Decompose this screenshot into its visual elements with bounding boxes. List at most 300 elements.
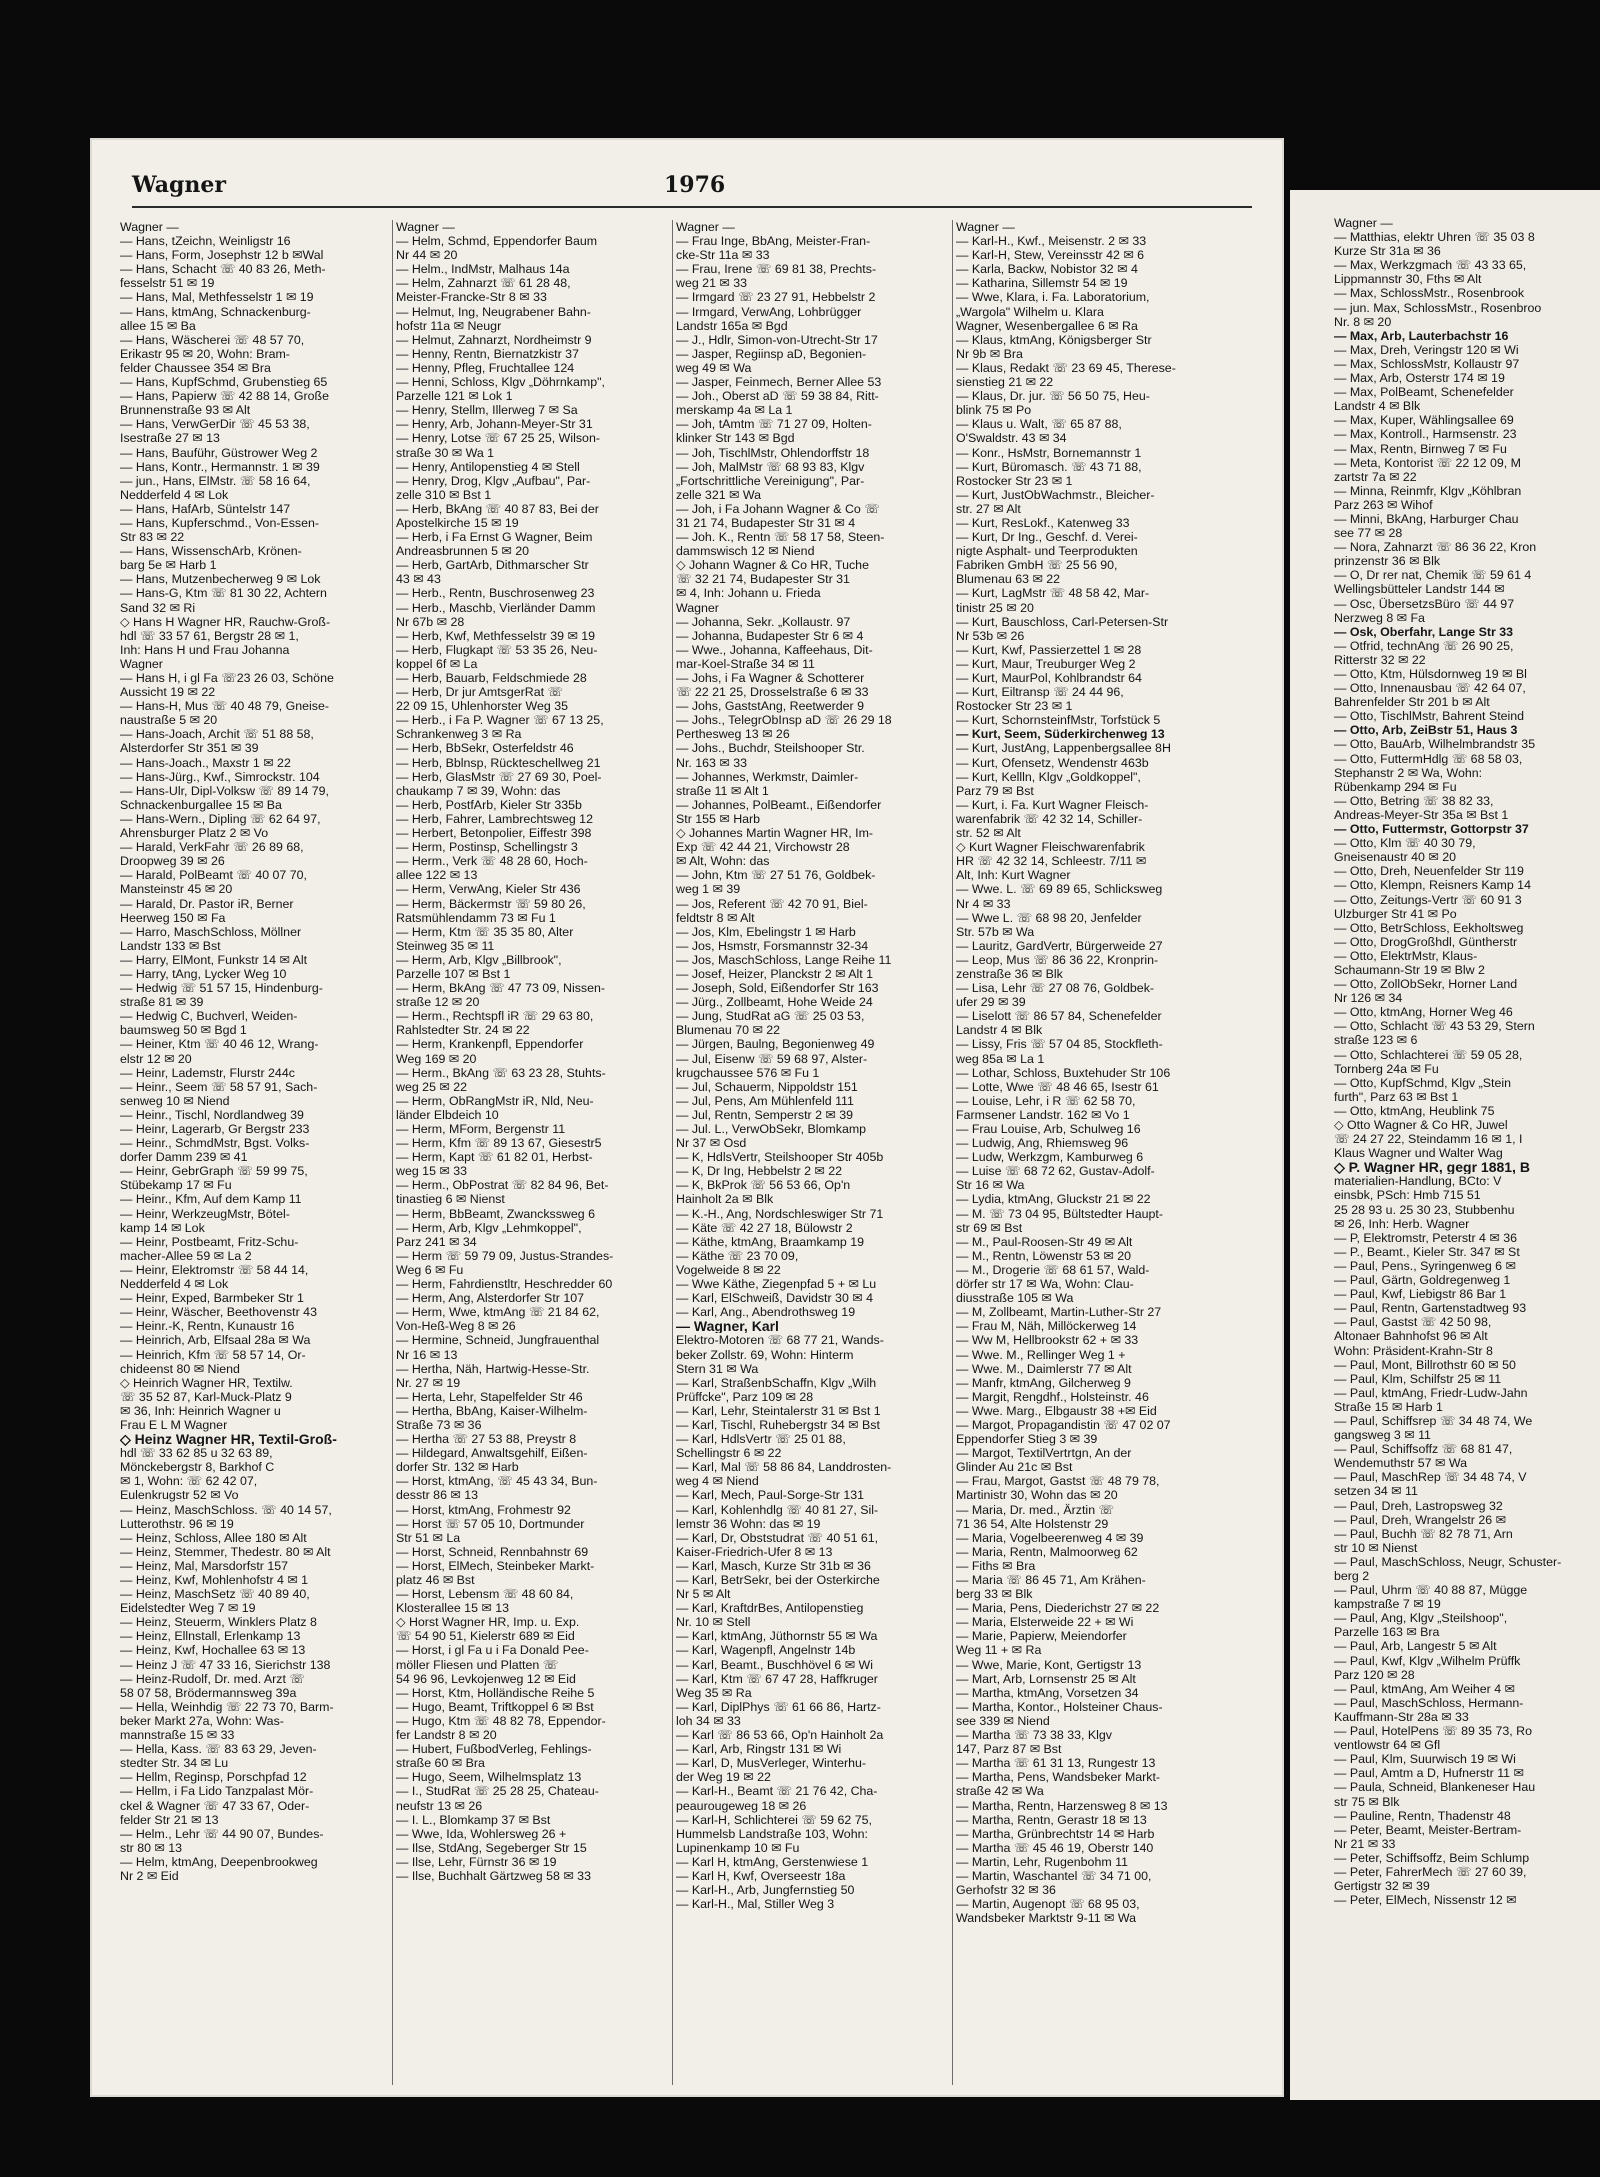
- directory-entry: ✉ 26, Inh: Herb. Wagner: [1334, 1216, 1470, 1231]
- directory-entry: Stern 31 ✉ Wa: [676, 1361, 759, 1376]
- directory-entry: — Otto, TischlMstr, Bahrent Steind: [1334, 709, 1525, 724]
- directory-entry: — Wwe. Marg., Elbgaustr 38 +✉ Eid: [956, 1403, 1157, 1418]
- directory-entry: — Johs, GaststAng, Reetwerder 9: [676, 699, 865, 714]
- directory-entry: — Hugo, Beamt, Triftkoppel 6 ✉ Bst: [396, 1699, 594, 1714]
- directory-entry: Steinweg 35 ✉ 11: [396, 938, 495, 953]
- running-head-name: Wagner: [132, 172, 227, 198]
- directory-entry: chideenst 80 ✉ Niend: [120, 1361, 240, 1376]
- directory-entry: — Lisa, Lehr ☏ 27 08 76, Goldbek-: [956, 981, 1155, 996]
- directory-entry: — Otto, Innenausbau ☏ 42 64 07,: [1334, 681, 1526, 696]
- directory-entry: — Paul, Gärtn, Goldregenweg 1: [1334, 1273, 1511, 1288]
- directory-entry: Nr 126 ✉ 34: [1334, 991, 1403, 1006]
- directory-entry: — Karl-H., Beamt ☏ 21 76 42, Cha-: [676, 1784, 878, 1799]
- directory-entry: — Hans, VerwGerDir ☏ 45 53 38,: [120, 417, 310, 432]
- directory-entry: — Karl, DiplPhys ☏ 61 66 86, Hartz-: [676, 1699, 881, 1714]
- directory-entry: Bahrenfelder Str 201 b ✉ Alt: [1334, 695, 1490, 710]
- directory-entry: — Herb., i Fa P. Wagner ☏ 67 13 25,: [396, 713, 604, 728]
- directory-entry: Tornberg 24a ✉ Fu: [1334, 1061, 1439, 1076]
- directory-entry: — Paul, ktmAng, Friedr-Ludw-Jahn: [1334, 1385, 1528, 1400]
- directory-entry: — Harry, tAng, Lycker Weg 10: [120, 966, 287, 981]
- directory-entry: — Henry, Stellm, Illerweg 7 ✉ Sa: [396, 403, 578, 418]
- directory-entry: ◇ Hans H Wagner HR, Rauchw-Groß-: [120, 614, 331, 629]
- directory-entry: hdl ☏ 33 62 85 u 32 63 89,: [120, 1446, 273, 1461]
- directory-entry: einsbk, PSch: Hmb 715 51: [1334, 1188, 1481, 1203]
- directory-entry: — Ludwig, Ang, Rhiemsweg 96: [956, 1136, 1129, 1151]
- directory-entry: — Heinz, Kwf, Mohlenhofstr 4 ✉ 1: [120, 1573, 309, 1587]
- directory-entry: — Herb, BbSekr, Osterfeldstr 46: [396, 741, 574, 756]
- directory-entry: zelle 321 ✉ Wa: [676, 487, 761, 502]
- directory-entry: — Hans-G, Ktm ☏ 81 30 22, Achtern: [120, 586, 327, 601]
- directory-entry: — Käthe ☏ 23 70 09,: [676, 1248, 799, 1263]
- directory-entry: — Heinz, MaschSchloss. ☏ 40 14 57,: [120, 1502, 332, 1517]
- directory-entry: — Wwe, Ida, Wohlersweg 26 +: [396, 1826, 567, 1841]
- directory-entry: — Herm, Kapt ☏ 61 82 01, Herbst-: [396, 1150, 593, 1165]
- directory-entry: „Wargola" Wilhelm u. Klara: [956, 304, 1104, 319]
- directory-entry: — Herm, Ang, Alsterdorfer Str 107: [396, 1291, 585, 1306]
- directory-entry: — Horst ☏ 57 05 10, Dortmunder: [396, 1516, 585, 1531]
- directory-entry: Blumenau 63 ✉ 22: [956, 572, 1061, 587]
- directory-entry: — Liselott ☏ 86 57 84, Schenefelder: [956, 1009, 1162, 1024]
- directory-entry: — Herbert, Betonpolier, Eiffestr 398: [396, 826, 592, 841]
- directory-entry: — Heinz, Stemmer, Thedestr. 80 ✉ Alt: [120, 1544, 331, 1559]
- directory-entry: Schellingstr 6 ✉ 22: [676, 1446, 782, 1461]
- directory-entry: — Harro, MaschSchloss, Möllner: [120, 924, 302, 939]
- directory-entry: — Kurt, LagMstr ☏ 48 58 42, Mar-: [956, 586, 1150, 601]
- directory-entry: — Henry, Lotse ☏ 67 25 25, Wilson-: [396, 431, 600, 446]
- directory-entry: weg 1 ✉ 39: [676, 882, 741, 897]
- listing-column-4: [956, 220, 1228, 2085]
- directory-entry: — Otto, Schlachterei ☏ 59 05 28,: [1334, 1047, 1523, 1062]
- directory-entry: Kauffmann-Str 28a ✉ 33: [1334, 1709, 1469, 1724]
- directory-entry: Nedderfeld 4 ✉ Lok: [120, 1277, 229, 1292]
- directory-entry: — Minni, BkAng, Harburger Chau: [1334, 511, 1519, 526]
- column-rule: [392, 220, 393, 2085]
- directory-entry: prinzenstr 36 ✉ Blk: [1334, 554, 1441, 569]
- directory-entry: — Horst, i gl Fa u i Fa Donald Pee-: [396, 1643, 589, 1658]
- directory-entry: — Helm, Schmd, Eppendorfer Baum: [396, 234, 598, 249]
- column-rule: [672, 220, 673, 2085]
- directory-entry: — Marie, Papierw, Meiendorfer: [956, 1629, 1127, 1644]
- directory-entry: str. 52 ✉ Alt: [956, 826, 1021, 841]
- directory-entry: Lippmannstr 30, Fths ✉ Alt: [1334, 272, 1482, 287]
- running-header: [132, 166, 1252, 208]
- directory-entry: dörfer str 17 ✉ Wa, Wohn: Clau-: [956, 1277, 1134, 1292]
- directory-entry: allee 122 ✉ 13: [396, 868, 478, 883]
- directory-entry: — Margot, TextilVertrtgn, An der: [956, 1446, 1132, 1461]
- directory-entry: — Heinrich, Kfm ☏ 58 57 14, Or-: [120, 1347, 306, 1362]
- directory-entry: felder Str 21 ✉ 13: [120, 1812, 219, 1827]
- directory-entry: — Hans-H, Mus ☏ 40 48 79, Gneise-: [120, 699, 330, 714]
- directory-entry: Nr 4 ✉ 33: [956, 896, 1011, 911]
- directory-entry: — P., Beamt., Kieler Str. 347 ✉ St: [1334, 1244, 1520, 1259]
- directory-entry: — Klaus, ktmAng, Königsberger Str: [956, 332, 1152, 347]
- directory-entry: dorfer Damm 239 ✉ 41: [120, 1150, 248, 1165]
- directory-entry: — Martha, Grünbrechtstr 14 ✉ Harb: [956, 1826, 1155, 1841]
- directory-entry: — Hans, HafArb, Süntelstr 147: [120, 501, 291, 516]
- directory-entry: Nr. 10 ✉ Stell: [676, 1615, 751, 1630]
- directory-entry: — Otto, FuttermHdlg ☏ 68 58 03,: [1334, 751, 1523, 766]
- directory-entry: — Hans, ktmAng, Schnackenburg-: [120, 304, 311, 319]
- directory-entry: — Joh, TischlMstr, Ohlendorffstr 18: [676, 445, 870, 460]
- directory-entry: — Katharina, Sillemstr 54 ✉ 19: [956, 276, 1128, 291]
- directory-entry: merskamp 4a ✉ La 1: [676, 403, 793, 418]
- directory-entry: — Henry, Arb, Johann-Meyer-Str 31: [396, 417, 593, 432]
- directory-entry: Stephanstr 2 ✉ Wa, Wohn:: [1334, 765, 1483, 780]
- directory-entry: — Karl, D, MusVerleger, Winterhu-: [676, 1756, 867, 1771]
- directory-entry: Weg 169 ✉ 20: [396, 1051, 477, 1066]
- directory-entry: — Jasper, Feinmech, Berner Allee 53: [676, 375, 882, 390]
- directory-entry: — Herm, Wwe, ktmAng ☏ 21 84 62,: [396, 1305, 600, 1320]
- directory-entry: — Konr., HsMstr, Bornemannstr 1: [956, 445, 1142, 460]
- directory-entry: zelle 310 ✉ Bst 1: [396, 487, 492, 502]
- directory-entry: — Wwe. L. ☏ 69 89 65, Schlicksweg: [956, 882, 1163, 897]
- directory-entry: — Ludw, Werkzgm, Kamburweg 6: [956, 1150, 1144, 1165]
- directory-entry: weg 21 ✉ 33: [676, 276, 748, 291]
- directory-entry: Fabriken GmbH ☏ 25 56 90,: [956, 558, 1118, 573]
- directory-entry: 22 09 15, Uhlenhorster Weg 35: [396, 699, 568, 714]
- directory-entry: — Heinr., Tischl, Nordlandweg 39: [120, 1107, 304, 1122]
- directory-entry: — Martin, Augenopt ☏ 68 95 03,: [956, 1897, 1140, 1912]
- directory-entry: — Mart, Arb, Lornsenstr 25 ✉ Alt: [956, 1671, 1136, 1686]
- directory-entry: — Jul, Pens, Am Mühlenfeld 111: [676, 1093, 854, 1108]
- directory-entry: — Lauritz, GardVertr, Bürgerweide 27: [956, 938, 1163, 953]
- directory-entry: — Horst, ElMech, Steinbeker Markt-: [396, 1558, 595, 1573]
- directory-entry: — Martha, Pens, Wandsbeker Markt-: [956, 1770, 1161, 1785]
- directory-entry: — Heinrich, Arb, Elfsaal 28a ✉ Wa: [120, 1333, 311, 1348]
- directory-entry: Sand 32 ✉ Ri: [120, 600, 196, 615]
- directory-entry: — Joh, i Fa Johann Wagner & Co ☏: [676, 501, 880, 516]
- directory-entry: — Maria, Vogelbeerenweg 4 ✉ 39: [956, 1530, 1144, 1545]
- directory-entry: — Ilse, StdAng, Segeberger Str 15: [396, 1840, 587, 1855]
- directory-entry: — Martha, Rentn, Harzensweg 8 ✉ 13: [956, 1798, 1168, 1813]
- directory-entry: — Kurt, Dr Ing., Geschf. d. Verei-: [956, 530, 1138, 545]
- directory-entry: Nedderfeld 4 ✉ Lok: [120, 487, 229, 502]
- directory-entry: mannstraße 15 ✉ 33: [120, 1728, 235, 1743]
- directory-entry: — Irmgard, VerwAng, Lohbrügger: [676, 304, 862, 319]
- directory-entry: — Horst, ktmAng, ☏ 45 43 34, Bun-: [396, 1474, 598, 1489]
- directory-entry: — Karl, Kohlenhdlg ☏ 40 81 27, Sil-: [676, 1502, 879, 1517]
- directory-entry: — Martin, Waschantel ☏ 34 71 00,: [956, 1868, 1152, 1883]
- directory-entry: — Karl, HdlsVertr ☏ 25 01 88,: [676, 1432, 846, 1447]
- directory-entry: — Heinr, Wäscher, Beethovenstr 43: [120, 1305, 317, 1320]
- directory-entry: — Hans, Kontr., Hermannstr. 1 ✉ 39: [120, 459, 320, 474]
- directory-entry: see 77 ✉ 28: [1334, 526, 1403, 541]
- directory-entry: — Martha, Rentn, Gerastr 18 ✉ 13: [956, 1812, 1147, 1827]
- directory-entry: — Paul, Schiffsoffz ☏ 68 81 47,: [1334, 1442, 1513, 1457]
- directory-entry: — Wwe. M., Rellinger Weg 1 +: [956, 1347, 1126, 1362]
- directory-entry: Straße 15 ✉ Harb 1: [1334, 1399, 1443, 1414]
- directory-entry: stedter Str. 34 ✉ Lu: [120, 1756, 229, 1771]
- directory-entry: — Herb., Maschb, Vierländer Damm: [396, 600, 596, 615]
- directory-entry: — Herm, MForm, Bergenstr 11: [396, 1122, 566, 1136]
- directory-entry: — P, Elektromstr, Peterstr 4 ✉ 36: [1334, 1230, 1517, 1245]
- directory-entry: Rostocker Str 23 ✉ 1: [956, 699, 1073, 714]
- directory-entry: — Max, Rentn, Birnweg 7 ✉ Fu: [1334, 441, 1507, 456]
- directory-entry: — Kurt, JustObWachmstr., Bleicher-: [956, 487, 1155, 502]
- directory-entry: Brunnenstraße 93 ✉ Alt: [120, 403, 251, 418]
- directory-entry: — Martin, Lehr, Rugenbohm 11: [956, 1854, 1128, 1869]
- directory-entry: — Hans, Mutzenbecherweg 9 ✉ Lok: [120, 572, 321, 587]
- directory-entry: — Karl, Ang., Abendrothsweg 19: [676, 1305, 856, 1320]
- directory-entry: Gneisenaustr 40 ✉ 20: [1334, 850, 1456, 865]
- directory-entry: — Matthias, elektr Uhren ☏ 35 03 8: [1334, 230, 1535, 245]
- directory-entry: — Jos, MaschSchloss, Lange Reihe 11: [676, 952, 892, 967]
- directory-entry: — Heinr, Lagerarb, Gr Bergstr 233: [120, 1122, 310, 1136]
- directory-entry: — Herm, Krankenpfl, Eppendorfer: [396, 1037, 584, 1052]
- directory-entry: — Paul, Dreh, Wrangelstr 26 ✉: [1334, 1512, 1506, 1527]
- directory-entry: — Hans H, i gl Fa ☏23 26 03, Schöne: [120, 671, 334, 685]
- directory-entry: Blumenau 70 ✉ 22: [676, 1023, 781, 1038]
- directory-entry: weg 85a ✉ La 1: [956, 1051, 1045, 1066]
- directory-entry: — Heinr, Postbeamt, Fritz-Schu-: [120, 1234, 299, 1249]
- directory-entry: — Karl-H., Arb, Jungfernstieg 50: [676, 1883, 855, 1898]
- directory-entry: naustraße 5 ✉ 20: [120, 713, 218, 728]
- directory-entry: — Pauline, Rentn, Thadenstr 48: [1334, 1808, 1511, 1823]
- directory-entry: macher-Allee 59 ✉ La 2: [120, 1248, 252, 1263]
- directory-entry: — Max, PolBeamt, Schenefelder: [1334, 385, 1514, 400]
- directory-entry: Str. 57b ✉ Wa: [956, 924, 1035, 939]
- directory-entry: — Otto, BauArb, Wilhelmbrandstr 35: [1334, 737, 1536, 752]
- directory-entry: — Paul, Klm, Schilfstr 25 ✉ 11: [1334, 1371, 1502, 1386]
- directory-entry: Eulenkrugstr 52 ✉ Vo: [120, 1488, 239, 1503]
- directory-entry: — Joh. K., Rentn ☏ 58 17 58, Steen-: [676, 530, 885, 545]
- listing-column-2: [396, 220, 668, 2085]
- directory-entry: Exp ☏ 42 44 21, Virchowstr 28: [676, 840, 850, 855]
- directory-entry: Parzelle 107 ✉ Bst 1: [396, 966, 511, 981]
- directory-entry: — Otfrid, technAng ☏ 26 90 25,: [1334, 638, 1514, 653]
- directory-entry: — Kurt, ResLokf., Katenweg 33: [956, 515, 1130, 530]
- directory-entry: feldtstr 8 ✉ Alt: [676, 910, 755, 925]
- directory-entry: — Hans, Papierw ☏ 42 88 14, Große: [120, 389, 330, 404]
- directory-entry: — Herm, VerwAng, Kieler Str 436: [396, 882, 581, 897]
- directory-entry: Aussicht 19 ✉ 22: [120, 685, 216, 700]
- directory-entry: — Helm, ktmAng, Deepenbrookweg: [120, 1854, 318, 1869]
- directory-entry: ◇ Kurt Wagner Fleischwarenfabrik: [956, 840, 1145, 855]
- directory-entry: — Karl, StraßenbSchaffn, Klgv „Wilh: [676, 1375, 877, 1390]
- directory-entry: kamp 14 ✉ Lok: [120, 1220, 205, 1235]
- directory-entry: — Paul, Arb, Langestr 5 ✉ Alt: [1334, 1639, 1497, 1654]
- column-head: Wagner —: [120, 220, 179, 234]
- directory-entry: lemstr 36 Wohn: das ✉ 19: [676, 1516, 821, 1531]
- directory-entry: — Hans, Form, Josephstr 12 b ✉Wal: [120, 248, 324, 263]
- directory-entry: — Martha, ktmAng, Vorsetzen 34: [956, 1685, 1139, 1700]
- directory-entry: Landstr 4 ✉ Blk: [956, 1023, 1043, 1038]
- directory-entry: — Louise, Lehr, i R ☏ 62 58 70,: [956, 1093, 1136, 1108]
- directory-entry: Weg 11 + ✉ Ra: [956, 1643, 1042, 1658]
- directory-entry: — Paul, Kwf, Liebigstr 86 Bar 1: [1334, 1287, 1507, 1302]
- directory-entry: — Ilse, Buchhalt Gärtzweg 58 ✉ 33: [396, 1868, 591, 1883]
- directory-entry: — Herb, Kwf, Methfesselstr 39 ✉ 19: [396, 628, 596, 643]
- directory-entry: — Johanna, Sekr. „Kollaustr. 97: [676, 614, 851, 629]
- directory-entry: — Osc, ÜbersetzsBüro ☏ 44 97: [1334, 596, 1515, 611]
- directory-entry: Glinder Au 21c ✉ Bst: [956, 1460, 1073, 1475]
- directory-entry: — Josef, Heizer, Planckstr 2 ✉ Alt 1: [676, 966, 874, 981]
- directory-entry: ◇ P. Wagner HR, gegr 1881, B: [1334, 1160, 1530, 1175]
- directory-entry: fer Landstr 8 ✉ 20: [396, 1728, 497, 1743]
- directory-entry: — Joh, tAmtm ☏ 71 27 09, Holten-: [676, 417, 872, 432]
- directory-entry: — Klaus u. Walt, ☏ 65 87 88,: [956, 417, 1122, 432]
- directory-entry: Eppendorfer Stieg 3 ✉ 39: [956, 1432, 1098, 1447]
- directory-entry: — Hugo, Ktm ☏ 48 82 78, Eppendor-: [396, 1713, 606, 1728]
- directory-entry: — Henny, Rentn, Biernatzkistr 37: [396, 346, 579, 361]
- directory-entry: — Heinz, Ellnstall, Erlenkamp 13: [120, 1629, 301, 1644]
- directory-entry: ◇ Heinz Wagner HR, Textil-Groß-: [120, 1432, 337, 1447]
- directory-entry: Alt, Inh: Kurt Wagner: [956, 868, 1071, 883]
- directory-entry: ☏ 35 52 87, Karl-Muck-Platz 9: [120, 1389, 292, 1404]
- directory-entry: — Ilse, Lehr, Fürnstr 36 ✉ 19: [396, 1854, 557, 1869]
- directory-entry: — Karl, BetrSekr, bei der Osterkirche: [676, 1573, 880, 1587]
- directory-entry: 31 21 74, Budapester Str 31 ✉ 4: [676, 515, 856, 530]
- directory-entry: — Otto, ktmAng, Horner Weg 46: [1334, 1005, 1513, 1020]
- directory-entry: — Irmgard ☏ 23 27 91, Hebbelstr 2: [676, 290, 876, 305]
- directory-entry: ventlowstr 64 ✉ Gfl: [1334, 1738, 1441, 1753]
- directory-entry: Farmsener Landstr. 162 ✉ Vo 1: [956, 1107, 1130, 1122]
- directory-entry: — Horst, Lebensm ☏ 48 60 84,: [396, 1587, 574, 1602]
- directory-entry: — jun. Max, SchlossMstr., Rosenbroo: [1334, 300, 1542, 315]
- directory-entry: — Jul, Rentn, Semperstr 2 ✉ 39: [676, 1107, 854, 1122]
- directory-entry: straße 30 ✉ Wa 1: [396, 445, 495, 460]
- directory-entry: Nerzweg 8 ✉ Fa: [1334, 610, 1425, 625]
- directory-entry: Wendemuthstr 57 ✉ Wa: [1334, 1456, 1467, 1471]
- directory-entry: — Wwe. M., Daimlerstr 77 ✉ Alt: [956, 1361, 1132, 1376]
- directory-entry: koppel 6f ✉ La: [396, 656, 478, 671]
- directory-entry: — Heinz, Kwf, Hochallee 63 ✉ 13: [120, 1643, 306, 1658]
- directory-entry: Von-Heß-Weg 8 ✉ 26: [396, 1319, 516, 1334]
- directory-entry: — Jürg., Zollbeamt, Hohe Weide 24: [676, 995, 873, 1010]
- directory-entry: — Johannes, PolBeamt., Eißendorfer: [676, 797, 882, 812]
- directory-entry: — Otto, BetrSchloss, Eekholtsweg: [1334, 920, 1524, 935]
- directory-entry: Meister-Francke-Str 8 ✉ 33: [396, 290, 547, 305]
- directory-entry: — Karl, ElSchweiß, Davidstr 30 ✉ 4: [676, 1291, 873, 1306]
- directory-entry: — K, BkProk ☏ 56 53 66, Op'n: [676, 1178, 851, 1193]
- directory-entry: — Herm., Verk ☏ 48 28 60, Hoch-: [396, 854, 588, 869]
- directory-entry: — Lissy, Fris ☏ 57 04 85, Stockfleth-: [956, 1037, 1163, 1052]
- directory-entry: — Joh., Oberst aD ☏ 59 38 84, Ritt-: [676, 389, 879, 404]
- directory-entry: — Ww M, Hellbrookstr 62 + ✉ 33: [956, 1333, 1139, 1348]
- directory-entry: — Heinr.-K, Rentn, Kunaustr 16: [120, 1319, 295, 1334]
- directory-entry: 54 96 96, Levkojenweg 12 ✉ Eid: [396, 1671, 576, 1686]
- directory-entry: nigte Asphalt- und Teerprodukten: [956, 544, 1138, 559]
- directory-entry: — Martha ☏ 73 38 33, Klgv: [956, 1728, 1112, 1743]
- directory-entry: — Karl, Tischl, Ruhebergstr 34 ✉ Bst: [676, 1417, 880, 1432]
- directory-entry: — Henry, Antilopenstieg 4 ✉ Stell: [396, 459, 580, 474]
- directory-entry: — Jos, Referent ☏ 42 70 91, Biel-: [676, 896, 868, 911]
- directory-entry: — Herb, Bblnsp, Rückteschellweg 21: [396, 755, 601, 770]
- directory-entry: — Otto, Futtermstr, Gottorpstr 37: [1334, 822, 1529, 837]
- directory-entry: — Paul, Ang, Klgv „Steilshoop",: [1334, 1611, 1508, 1626]
- directory-entry: Ritterstr 32 ✉ 22: [1334, 652, 1426, 667]
- directory-entry: — Herm, Postinsp, Schellingstr 3: [396, 840, 578, 855]
- directory-entry: O'Swaldstr. 43 ✉ 34: [956, 431, 1067, 446]
- directory-entry: Stübekamp 17 ✉ Fu: [120, 1178, 232, 1193]
- directory-entry: — Herta, Lehr, Stapelfelder Str 46: [396, 1389, 583, 1404]
- directory-entry: Wagner, Wesenbergallee 6 ✉ Ra: [956, 318, 1138, 333]
- directory-entry: — Johanna, Budapester Str 6 ✉ 4: [676, 628, 864, 643]
- directory-entry: elstr 12 ✉ 20: [120, 1051, 192, 1066]
- directory-entry: — Jürgen, Baulng, Begonienweg 49: [676, 1037, 875, 1052]
- directory-entry: ◇ Heinrich Wagner HR, Textilw.: [120, 1375, 293, 1390]
- directory-entry: Rostocker Str 23 ✉ 1: [956, 473, 1073, 488]
- directory-entry: dorfer Str. 132 ✉ Harb: [396, 1460, 519, 1475]
- directory-entry: Wellingsbütteler Landstr 144 ✉: [1334, 582, 1505, 597]
- directory-entry: — Otto, Klempn, Reisners Kamp 14: [1334, 878, 1531, 893]
- directory-entry: Rahlstedter Str. 24 ✉ 22: [396, 1023, 530, 1038]
- directory-entry: — M., Drogerie ☏ 68 61 57, Wald-: [956, 1262, 1150, 1277]
- directory-entry: — Jos, Klm, Ebelingstr 1 ✉ Harb: [676, 924, 856, 939]
- directory-entry: — Kurt, MaurPol, Kohlbrandstr 64: [956, 671, 1142, 685]
- directory-entry: Perthesweg 13 ✉ 26: [676, 727, 790, 742]
- directory-entry: Hummelsb Landstraße 103, Wohn:: [676, 1826, 868, 1841]
- directory-entry: — Herm, Fahrdienstltr, Heschredder 60: [396, 1277, 613, 1292]
- directory-entry: ✉ 36, Inh: Heinrich Wagner u: [120, 1403, 281, 1418]
- directory-entry: — Herb, GlasMstr ☏ 27 69 30, Poel-: [396, 769, 602, 784]
- directory-entry: — Harald, Dr. Pastor iR, Berner: [120, 896, 294, 911]
- directory-entry: Mansteinstr 45 ✉ 20: [120, 882, 233, 897]
- directory-entry: — Heinr., Kfm, Auf dem Kamp 11: [120, 1192, 302, 1207]
- directory-entry: 43 ✉ 43: [396, 572, 441, 587]
- directory-entry: diusstraße 105 ✉ Wa: [956, 1291, 1074, 1306]
- directory-entry: Gertigstr 32 ✉ 39: [1334, 1879, 1430, 1894]
- directory-entry: — Peter, Schiffsoffz, Beim Schlump: [1334, 1850, 1530, 1865]
- column-head: Wagner —: [956, 220, 1015, 234]
- directory-entry: — Herb, Dr jur AmtsgerRat ☏: [396, 685, 563, 700]
- directory-entry: — Leop, Mus ☏ 86 36 22, Kronprin-: [956, 952, 1159, 967]
- directory-entry: — Lothar, Schloss, Buxtehuder Str 106: [956, 1065, 1171, 1080]
- directory-entry: Martinistr 30, Wohn das ✉ 20: [956, 1488, 1118, 1503]
- directory-entry: ◇ Otto Wagner & Co HR, Juwel: [1334, 1118, 1508, 1132]
- directory-entry: — Hans, Mal, Methfesselstr 1 ✉ 19: [120, 290, 314, 305]
- directory-entry: — Lotte, Wwe ☏ 48 46 65, Isestr 61: [956, 1079, 1159, 1094]
- directory-entry: Gerhofstr 32 ✉ 36: [956, 1883, 1056, 1898]
- directory-entry: — Karl ☏ 86 53 66, Op'n Hainholt 2a: [676, 1728, 884, 1743]
- directory-entry: Weg 6 ✉ Fu: [396, 1262, 464, 1277]
- directory-entry: — Osk, Oberfahr, Lange Str 33: [1334, 624, 1514, 639]
- directory-entry: — K, HdlsVertr, Steilshooper Str 405b: [676, 1150, 884, 1165]
- directory-entry: — Maria, Dr. med., Ärztin ☏: [956, 1502, 1115, 1517]
- directory-entry: — Otto, Ktm, Hülsdornweg 19 ✉ Bl: [1334, 667, 1527, 681]
- directory-entry: — Herb., Rentn, Buschrosenweg 23: [396, 586, 595, 601]
- directory-entry: — Herm., Rechtspfl iR ☏ 29 63 80,: [396, 1009, 594, 1024]
- directory-entry: Wagner: [676, 600, 719, 615]
- directory-entry: Str 16 ✉ Wa: [956, 1178, 1025, 1193]
- directory-entry: — Peter, FahrerMech ☏ 27 60 39,: [1334, 1864, 1527, 1879]
- directory-entry: — Hans, tZeichn, Weinligstr 16: [120, 234, 291, 249]
- directory-entry: — Herb, PostfArb, Kieler Str 335b: [396, 797, 582, 812]
- directory-entry: — Karl-H., Kwf., Meisenstr. 2 ✉ 33: [956, 234, 1147, 249]
- directory-entry: Schnackenburgallee 15 ✉ Ba: [120, 797, 282, 812]
- directory-entry: — Johs., Buchdr, Steilshooper Str.: [676, 741, 865, 756]
- directory-entry: — jun., Hans, ElMstr. ☏ 58 16 64,: [120, 473, 311, 488]
- directory-entry: Parzelle 163 ✉ Bra: [1334, 1625, 1440, 1640]
- directory-entry: — Paul, Pens., Syringenweg 6 ✉: [1334, 1258, 1516, 1273]
- directory-entry: — Herm, Ktm ☏ 35 35 80, Alter: [396, 924, 574, 939]
- directory-entry: — Helm, Zahnarzt ☏ 61 28 48,: [396, 276, 571, 291]
- directory-entry: Nr 21 ✉ 33: [1334, 1836, 1396, 1851]
- directory-entry: — Kurt, Ofensetz, Wendenstr 463b: [956, 755, 1149, 770]
- directory-entry: — Hans, WissenschArb, Krönen-: [120, 544, 302, 559]
- directory-entry: ufer 29 ✉ 39: [956, 995, 1026, 1010]
- directory-entry: „Fortschrittliche Vereinigung", Par-: [676, 473, 865, 488]
- directory-entry: — Heinr., Seem ☏ 58 57 91, Sach-: [120, 1079, 318, 1094]
- directory-entry: — Herb, i Fa Ernst G Wagner, Beim: [396, 530, 593, 545]
- directory-entry: weg 49 ✉ Wa: [676, 360, 752, 375]
- directory-entry: — Karl, KraftdrBes, Antilopenstieg: [676, 1601, 864, 1616]
- directory-entry: — Karl H, ktmAng, Gerstenwiese 1: [676, 1854, 869, 1869]
- directory-entry: Wandsbeker Marktstr 9-11 ✉ Wa: [956, 1911, 1136, 1926]
- directory-entry: fesselstr 51 ✉ 19: [120, 276, 215, 291]
- directory-entry: — Kurt, Kellln, Klgv „Goldkoppel",: [956, 769, 1141, 784]
- directory-entry: felder Chaussee 354 ✉ Bra: [120, 360, 271, 375]
